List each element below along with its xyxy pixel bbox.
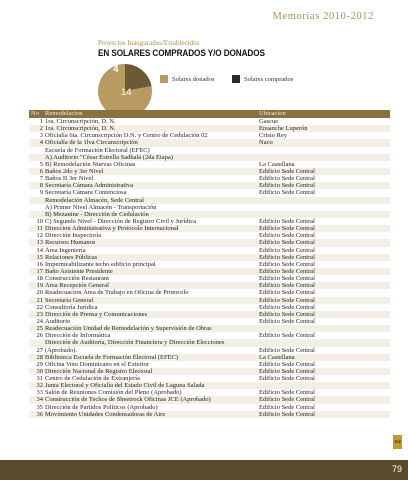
row-description: Relaciones Públicas [45, 253, 98, 261]
row-description: Área Ingeniería [45, 246, 86, 254]
row-num: 34 [36, 396, 43, 404]
row-description: Dirección de Informática [45, 332, 111, 340]
row-description: Secretaría General [45, 296, 94, 304]
row-description: Baño Asistente Presidente [45, 267, 113, 275]
row-num: 25 [36, 325, 43, 333]
row-num [29, 147, 43, 154]
table-row [29, 332, 390, 339]
table-row [29, 325, 390, 332]
row-description: Dirección Inspectoría [45, 232, 102, 240]
table-row [29, 404, 390, 411]
row-num: 2 [39, 125, 43, 133]
row-location: Edificio Sede Central [259, 175, 315, 183]
row-num [29, 204, 43, 211]
row-location: Edificio Sede Central [259, 253, 315, 261]
legend-swatch-donados [160, 75, 168, 83]
row-description: Dirección de Auditoría, Dirección Financiera y Dirección Elecciones [45, 339, 225, 347]
table-row [29, 268, 390, 275]
row-description: Dirección Nacional de Registro Electoral [45, 367, 153, 375]
row-location: Edificio Sede Central [259, 360, 315, 368]
row-description: Área Recepción General [45, 282, 109, 290]
table-row [29, 382, 390, 389]
row-description: B) Mezanine - Dirección de Cedulación [45, 210, 149, 218]
row-description: A) Auditorio "César Estrella Sadhalá (2da Etapa) [45, 153, 173, 161]
table-row [29, 304, 390, 311]
table-row [29, 182, 390, 189]
row-location: Edificio Sede Central [259, 260, 315, 268]
table-row [29, 189, 390, 196]
row-description: Baños 2do y 3er Nivel [45, 167, 104, 175]
row-num: 10 [36, 217, 43, 225]
row-description: Recursos Humanos [45, 239, 96, 247]
row-location: Edificio Sede Central [259, 317, 315, 325]
row-num: 35 [36, 403, 43, 411]
row-num: 32 [36, 382, 43, 390]
row-location: Edificio Sede Central [259, 267, 315, 275]
row-location: Edificio Sede Central [259, 296, 315, 304]
row-description: A) Primer Nivel Almacén - Transportación [45, 203, 157, 211]
pie-label-comprados: 14 [121, 87, 132, 98]
row-num: 22 [36, 303, 43, 311]
row-num: 24 [36, 317, 43, 325]
row-description: Impermeabilizante techo edificio principal [45, 260, 156, 268]
table-row [29, 289, 390, 296]
row-description: Dirección de Partidos Políticos (Aprobado) [45, 403, 158, 411]
row-location [258, 382, 389, 389]
row-description: Biblioteca Escuela de Formación Electoral (EFEC) [45, 353, 179, 361]
row-description: Escuela de Formación Electoral (EFEC) [45, 146, 150, 154]
table-header [29, 110, 390, 118]
header-num: No [31, 110, 39, 117]
row-description: Secretaría Cámara Contenciosa [45, 189, 127, 197]
row-location [258, 204, 389, 211]
row-location [258, 197, 389, 204]
row-location: Edificio Sede Central [259, 332, 315, 340]
table-row [29, 361, 390, 368]
row-num: 29 [36, 360, 43, 368]
row-location: Edificio Sede Central [259, 239, 315, 247]
row-num: 26 [36, 332, 43, 340]
row-description: Oficialía 6ta. Circunscripción D.N. y Centro de Cedulación 02 [45, 132, 208, 140]
table-row [29, 175, 390, 182]
row-description: Movimiento Unidades Condensadoras de Aire [45, 410, 166, 418]
row-description: Readecuacion Área de Trabajo en Oficina de Protocolo [45, 289, 189, 297]
row-num: 18 [36, 275, 43, 283]
row-location: Gascue [259, 118, 279, 125]
row-description: Readecuación Unidad de Remodelación y Supervisión de Obras [45, 325, 212, 333]
remodelation-table [29, 110, 390, 418]
row-description: B) Remodelación Nuevas Oficinas [45, 160, 136, 168]
row-num: 11 [36, 225, 43, 233]
table-row [29, 275, 390, 282]
row-num: 16 [36, 260, 43, 268]
table-row [29, 347, 390, 354]
row-description: Auditorio [45, 317, 71, 325]
row-num: 15 [36, 253, 43, 261]
table-row [29, 375, 390, 382]
row-num [29, 154, 43, 161]
row-description: 1ra. Circunscripción, D. N. [45, 125, 116, 133]
row-num: 5 [39, 160, 43, 168]
logo-text: JCE [394, 440, 401, 444]
row-description: 1ra. Circunscripción, D. N. [45, 118, 116, 125]
row-location: La Castellana [259, 353, 295, 361]
row-num: 21 [36, 296, 43, 304]
table-row [29, 389, 390, 396]
table-row [29, 239, 390, 246]
row-location: Edificio Sede Central [259, 282, 315, 290]
row-num: 19 [36, 282, 43, 290]
page-number: 79 [391, 464, 402, 474]
legend-item-comprados [232, 75, 293, 83]
table-row [29, 368, 390, 375]
table-row [29, 297, 390, 304]
row-num: 12 [36, 232, 43, 240]
row-location [258, 211, 389, 218]
row-num: 36 [36, 410, 43, 418]
row-num [29, 197, 43, 204]
row-num: 23 [36, 310, 43, 318]
table-row [29, 139, 390, 146]
table-row [29, 282, 390, 289]
row-location: Edificio Sede Central [259, 182, 315, 190]
row-description: Junta Electoral y Oficialía del Estado Civil de Laguna Salada [45, 382, 205, 390]
section-title: EN SOLARES COMPRADOS Y/O DONADOS [98, 48, 265, 59]
page-header-title: Memorias 2010-2012 [272, 11, 374, 22]
row-num: 13 [36, 239, 43, 247]
row-location: Edificio Sede Central [259, 189, 315, 197]
table-row [29, 318, 390, 325]
row-description: Remodelación Almacén, Sede Central [45, 196, 144, 204]
row-location: Edificio Sede Central [259, 303, 315, 311]
table-row [29, 197, 390, 204]
row-location [258, 325, 389, 332]
row-description: Construcción Restaurant [45, 275, 110, 283]
table-row [29, 154, 390, 161]
table-row [29, 125, 390, 132]
row-num [29, 339, 43, 346]
row-num [29, 211, 43, 218]
legend-swatch-comprados [232, 75, 240, 83]
row-description: C) Segundo Nivel - Dirección de Registro Civil y Jurídica [45, 217, 197, 225]
pie-label-donados: 4 [113, 64, 119, 75]
row-location: Edificio Sede Central [259, 167, 315, 175]
row-num: 14 [36, 246, 43, 254]
row-num: 28 [36, 353, 43, 361]
row-num: 6 [39, 167, 43, 175]
row-num: 30 [36, 367, 43, 375]
row-num: 7 [39, 175, 43, 183]
table-row [29, 204, 390, 211]
header-description: Remodelacion [45, 110, 83, 117]
row-location: Edificio Sede Central [259, 389, 315, 397]
legend-label-comprados: Solares comprados [244, 75, 294, 83]
row-num: 3 [39, 132, 43, 140]
row-location [258, 339, 389, 346]
row-description: Oficina Voto Dominicano en el Exterior [45, 360, 149, 368]
row-description: Consultoría Jurídica [45, 303, 98, 311]
row-location: Edificio Sede Central [259, 410, 315, 418]
row-description: Baños II 3er Nivel [45, 175, 94, 183]
row-num: 17 [36, 267, 43, 275]
row-num: 8 [39, 182, 43, 190]
row-location: Edificio Sede Central [259, 217, 315, 225]
table-row [29, 218, 390, 225]
row-description: Centro de Cedulación de Extranjería [45, 375, 140, 383]
row-location: Edificio Sede Central [259, 289, 315, 297]
section-subtitle: Proyectos Inaugurados/Establecidos [98, 39, 200, 47]
row-location: Cristo Rey [259, 132, 287, 140]
row-location [258, 147, 389, 154]
row-description: Direccion Administrativa y Protocolo Internacional [45, 225, 179, 233]
legend-item-donados [160, 75, 214, 83]
row-description: Oficialía de la 1lva Circunscripción [45, 139, 138, 147]
header-location: Ubicacion [259, 110, 286, 117]
row-location: Edificio Sede Central [259, 375, 315, 383]
row-location: Naco [259, 139, 273, 147]
row-num: 31 [36, 375, 43, 383]
table-row [29, 311, 390, 318]
table-row [29, 247, 390, 254]
table-row [29, 168, 390, 175]
row-num: 1 [39, 118, 43, 125]
footer-bar [0, 460, 408, 480]
row-description: Construcción de Techos de Sheetrock Oficinas JCE (Aprobado) [45, 396, 211, 404]
row-location: La Castellana [259, 160, 295, 168]
table-row [29, 254, 390, 261]
table-row [29, 411, 390, 418]
row-location: Edificio Sede Central [259, 232, 315, 240]
row-location [258, 154, 389, 161]
row-location: Edificio Sede Central [259, 346, 315, 354]
table-row [29, 147, 390, 154]
row-location: Edificio Sede Central [259, 310, 315, 318]
table-row [29, 354, 390, 361]
row-num: 20 [36, 289, 43, 297]
row-num: 9 [39, 189, 43, 197]
row-num: 27 [36, 346, 43, 354]
row-location: Edificio Sede Central [259, 225, 315, 233]
row-location: Ensanche Luperón [259, 125, 308, 133]
row-location: Edificio Sede Central [259, 246, 315, 254]
table-row [29, 132, 390, 139]
row-location: Edificio Sede Central [259, 275, 315, 283]
table-row [29, 232, 390, 239]
table-row [29, 261, 390, 268]
table-row [29, 396, 390, 403]
table-row [29, 225, 390, 232]
table-row [29, 118, 390, 125]
row-num: 4 [39, 139, 43, 147]
table-row [29, 339, 390, 346]
legend-label-donados: Solares donados [172, 75, 215, 83]
row-description: Dirección de Prensa y Comunicaciones [45, 310, 148, 318]
row-num: 33 [36, 389, 43, 397]
table-row [29, 211, 390, 218]
row-location: Edificio Sede Central [259, 396, 315, 404]
jce-logo [393, 435, 402, 449]
row-description: Salón de Reuniones Comisión del Pleno (Aprobado) [45, 389, 182, 397]
row-description: (Aprobado). [45, 346, 77, 354]
row-location: Edificio Sede Central [259, 403, 315, 411]
table-body [29, 118, 390, 418]
row-location: Edificio Sede Central [259, 367, 315, 375]
row-description: Secretaría Cámara Administrativa [45, 182, 134, 190]
table-row [29, 161, 390, 168]
